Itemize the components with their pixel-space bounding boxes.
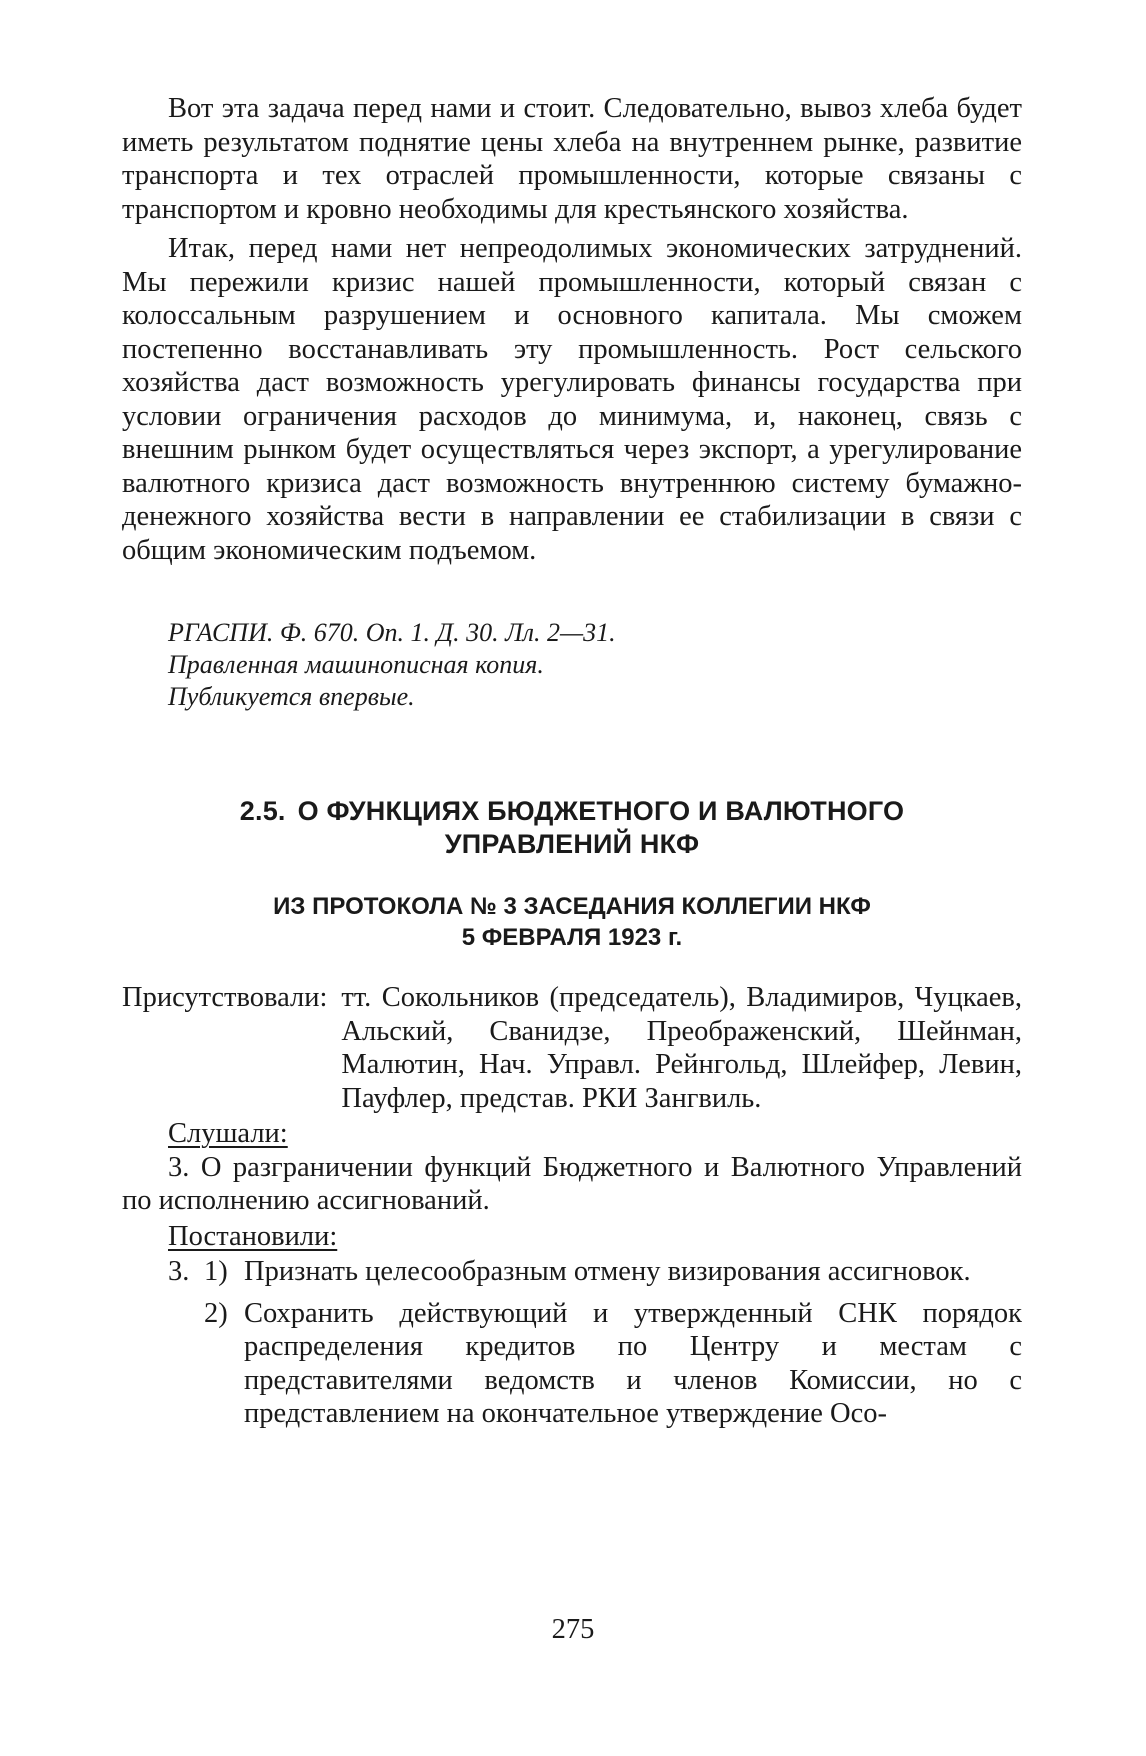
resolved-list — [122, 1255, 1022, 1431]
attendees-label: Присутствовали: — [122, 982, 328, 1013]
resolved-item-2 — [122, 1297, 1022, 1431]
attendees-block — [122, 981, 1022, 1115]
resolved-item-2-number: 2) — [204, 1297, 228, 1329]
section-heading — [122, 795, 1022, 861]
attendees-list: тт. Сокольников (председатель), Владимиров, Чуцкаев, Альский, Сванидзе, Преображенский, Шейнман, Малютин, Нач. Управл. Рейнгольд, Шлейфер, Левин, Пауфлер, представ. РКИ Зангвиль. — [341, 982, 1022, 1114]
resolved-item-1-text: Признать целесообразным отмену визирования ассигновок. — [244, 1256, 971, 1287]
body-paragraph-2: Итак, перед нами нет непреодолимых экономических затруднений. Мы пережили кризис нашей промышленности, который связан с колоссальным разрушением и основного капитала. Мы сможем постепенно восстанавливать эту промышленность. Рост сельского хозяйства даст возможность урегулировать финансы государства при условии ограничения расходов до минимума, и, наконец, связь с внешним рынком будет осуществляться через экспорт, а урегулирование валютного кризиса даст возможность внутреннюю систему бумажно-денежного хозяйства вести в направлении ее стабилизации в связи с общим экономическим подъемом. — [122, 233, 1022, 566]
section-title-line1: О ФУНКЦИЯХ БЮДЖЕТНОГО И ВАЛЮТНОГО — [297, 796, 905, 826]
source-note — [122, 617, 1022, 713]
resolved-item-1-number: 1) — [204, 1256, 228, 1287]
heard-text: 3. О разграничении функций Бюджетного и Валютного Управлений по исполнению ассигнований. — [122, 1151, 1022, 1216]
body-paragraph-1: Вот эта задача перед нами и стоит. Следовательно, вывоз хлеба будет иметь результатом поднятие цены хлеба на внутреннем рынке, развитие транспорта и тех отраслей промышленности, которые связаны с транспортом и кровно необходимы для крестьянского хозяйства. — [122, 93, 1022, 225]
resolved-item-1 — [122, 1255, 1022, 1289]
subtitle-line1: ИЗ ПРОТОКОЛА № 3 ЗАСЕДАНИЯ КОЛЛЕГИИ НКФ — [273, 893, 871, 920]
subtitle-line2: 5 ФЕВРАЛЯ 1923 г. — [461, 924, 683, 951]
resolved-outer-number: 3. — [168, 1256, 190, 1287]
source-archive: РГАСПИ. Ф. 670. Оп. 1. Д. 30. Лл. 2—31. — [168, 618, 616, 647]
section-number: 2.5. — [239, 796, 286, 826]
source-published: Публикуется впервые. — [168, 682, 415, 711]
section-subheading — [122, 891, 1022, 953]
section-title-line2: УПРАВЛЕНИЙ НКФ — [444, 829, 700, 859]
heard-label: Слушали: — [168, 1118, 288, 1149]
page-number: 275 — [551, 1614, 595, 1645]
resolved-label: Постановили: — [168, 1220, 338, 1252]
resolved-item-2-text: Сохранить действующий и утвержденный СНК порядок распределения кредитов по Центру и местам с представителями ведомств и членов Комиссии, но с представлением на окончательное утверждение Осо- — [244, 1297, 1022, 1429]
source-copy-type: Правленная машинописная копия. — [168, 650, 544, 679]
page-content — [122, 92, 1022, 1431]
